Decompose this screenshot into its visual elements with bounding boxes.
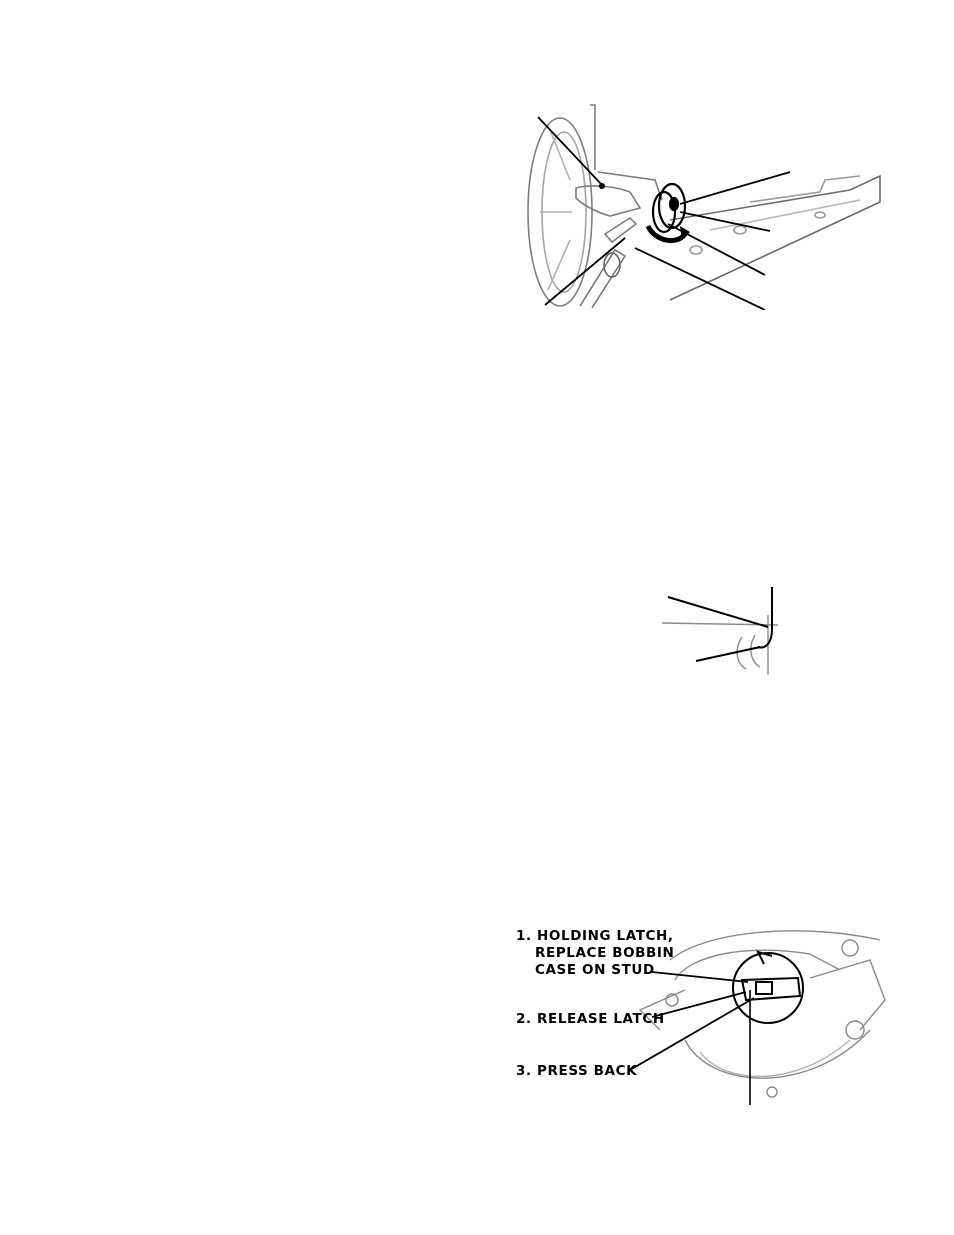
- bobbin-winder-figure: [520, 100, 890, 310]
- callout-step1-line3: CASE ON STUD: [535, 962, 655, 978]
- callout-step1-line1: 1. HOLDING LATCH,: [516, 928, 674, 944]
- callout-step1-line2: REPLACE BOBBIN: [535, 945, 675, 961]
- callout-step2: 2. RELEASE LATCH: [516, 1011, 665, 1027]
- callout-step3: 3. PRESS BACK: [516, 1063, 638, 1079]
- thread-guide-figure: [660, 585, 790, 675]
- bobbin-winder-illustration-icon: [520, 100, 890, 310]
- thread-guide-illustration-icon: [660, 585, 790, 675]
